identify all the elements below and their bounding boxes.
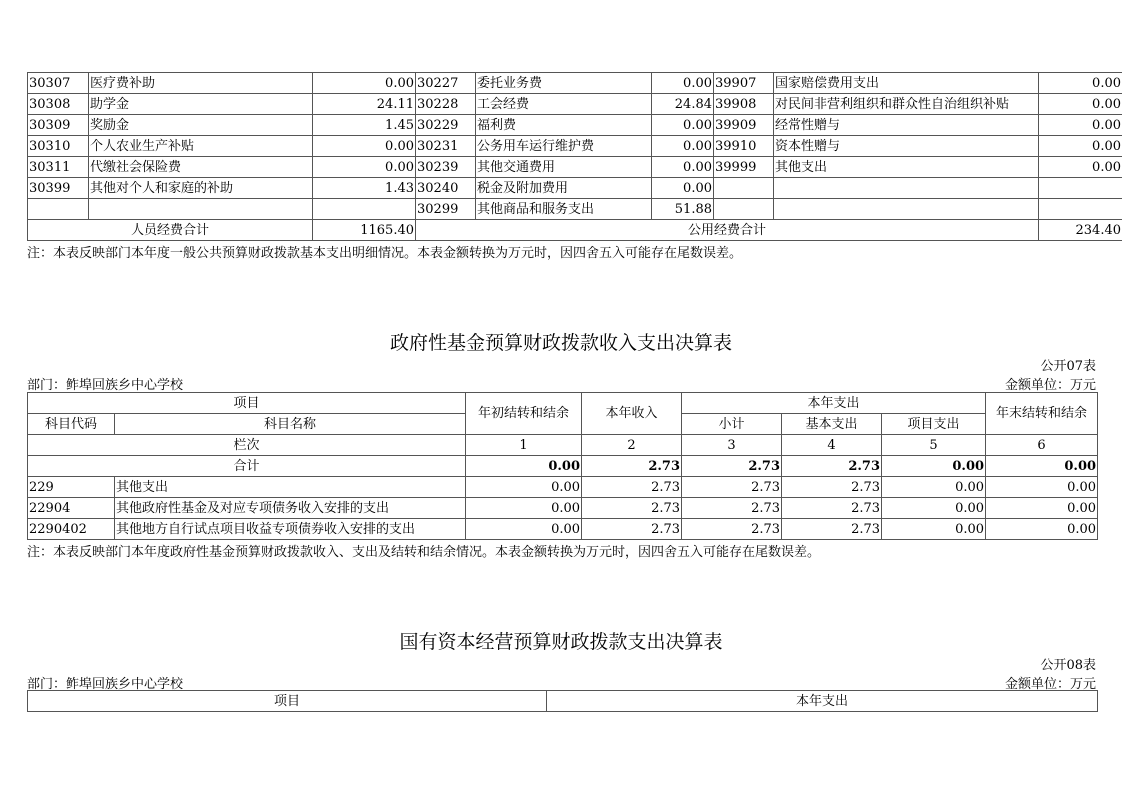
table-cell: 工会经费 [476, 94, 652, 115]
table-cell: 0.00 [882, 519, 986, 540]
table-cell: 22904 [28, 498, 115, 519]
colnum: 5 [882, 435, 986, 456]
table-row [28, 178, 1122, 199]
table-cell: 2.73 [582, 519, 682, 540]
table07-note: 注：本表反映部门本年度政府性基金预算财政拨款收入、支出及结转和结余情况。本表金额转换为万元时，因四舍五入可能存在尾数误差。 [27, 545, 821, 560]
table-cell: 2.73 [782, 477, 882, 498]
table-cell: 30240 [416, 178, 476, 199]
table-row [28, 199, 1122, 220]
table-row [28, 157, 1122, 178]
header-begin: 年初结转和结余 [466, 393, 582, 435]
table-cell: 0.00 [466, 498, 582, 519]
public-total-label: 公用经费合计 [416, 220, 1039, 241]
total-row [28, 456, 1098, 477]
table-cell: 0.00 [1039, 115, 1122, 136]
table-cell: 0.00 [1039, 94, 1122, 115]
table-cell: 39907 [714, 73, 774, 94]
table-cell: 30229 [416, 115, 476, 136]
table-cell: 奖励金 [89, 115, 313, 136]
header-subtotal: 小计 [682, 414, 782, 435]
table-cell: 2.73 [582, 477, 682, 498]
table-cell: 30307 [28, 73, 89, 94]
total-value: 0.00 [882, 456, 986, 477]
total-value: 2.73 [582, 456, 682, 477]
table-cell: 30228 [416, 94, 476, 115]
colnum: 4 [782, 435, 882, 456]
table-cell: 代缴社会保险费 [89, 157, 313, 178]
table-cell: 0.00 [1039, 157, 1122, 178]
table-cell: 39908 [714, 94, 774, 115]
table-cell: 30311 [28, 157, 89, 178]
total-label: 合计 [28, 456, 466, 477]
table-row [28, 519, 1098, 540]
header-code: 科目代码 [28, 414, 115, 435]
public-total-value: 234.40 [1039, 220, 1122, 241]
total-value: 2.73 [782, 456, 882, 477]
table07-title: 政府性基金预算财政拨款收入支出决算表 [389, 332, 732, 354]
table-cell: 其他商品和服务支出 [476, 199, 652, 220]
table-cell: 资本性赠与 [774, 136, 1039, 157]
table-cell [89, 199, 313, 220]
table08-code: 公开08表 [1040, 658, 1096, 673]
table-cell: 公务用车运行维护费 [476, 136, 652, 157]
table-cell: 0.00 [652, 157, 714, 178]
totals-row [28, 220, 1122, 241]
table07-dept: 部门：鲊埠回族乡中心学校 [27, 378, 184, 393]
table-cell: 0.00 [1039, 73, 1122, 94]
table-cell [774, 178, 1039, 199]
table08-unit: 金额单位：万元 [1004, 677, 1096, 692]
table-cell: 39910 [714, 136, 774, 157]
table-cell [313, 199, 416, 220]
table-cell: 0.00 [466, 477, 582, 498]
table-row [28, 136, 1122, 157]
table-cell: 2.73 [782, 498, 882, 519]
total-value: 0.00 [986, 456, 1098, 477]
table-cell: 30239 [416, 157, 476, 178]
header-expense: 本年支出 [682, 393, 986, 414]
table07-unit: 金额单位：万元 [1004, 378, 1096, 393]
table-row [28, 477, 1098, 498]
table-cell: 30231 [416, 136, 476, 157]
table-cell: 39999 [714, 157, 774, 178]
table-cell: 39909 [714, 115, 774, 136]
table-cell: 24.11 [313, 94, 416, 115]
table-cell [1039, 199, 1122, 220]
personnel-total-label: 人员经费合计 [28, 220, 313, 241]
table-cell [1039, 178, 1122, 199]
table-cell: 30309 [28, 115, 89, 136]
table-cell: 2.73 [582, 498, 682, 519]
table-cell: 0.00 [652, 136, 714, 157]
table-cell: 0.00 [986, 477, 1098, 498]
table-cell: 2.73 [682, 498, 782, 519]
table-cell: 2.73 [682, 519, 782, 540]
table-cell: 24.84 [652, 94, 714, 115]
table-cell: 30308 [28, 94, 89, 115]
table-cell: 助学金 [89, 94, 313, 115]
table-cell: 0.00 [882, 498, 986, 519]
table-cell: 0.00 [652, 73, 714, 94]
colnum: 2 [582, 435, 682, 456]
table-row [28, 498, 1098, 519]
table-cell: 其他支出 [115, 477, 466, 498]
table-cell [28, 199, 89, 220]
total-value: 0.00 [466, 456, 582, 477]
table-cell: 1.43 [313, 178, 416, 199]
table-cell: 30227 [416, 73, 476, 94]
header-item: 项目 [28, 691, 547, 712]
header-project: 项目支出 [882, 414, 986, 435]
table07-code: 公开07表 [1040, 359, 1096, 374]
table-cell: 229 [28, 477, 115, 498]
table-cell: 国家赔偿费用支出 [774, 73, 1039, 94]
table-cell: 其他支出 [774, 157, 1039, 178]
table-row [28, 73, 1122, 94]
table-cell: 0.00 [652, 115, 714, 136]
table-cell: 0.00 [882, 477, 986, 498]
personnel-total-value: 1165.40 [313, 220, 416, 241]
table-cell: 0.00 [313, 136, 416, 157]
table-cell: 51.88 [652, 199, 714, 220]
table-cell: 0.00 [313, 73, 416, 94]
table-cell: 0.00 [652, 178, 714, 199]
table-cell: 2.73 [682, 477, 782, 498]
table-cell: 其他对个人和家庭的补助 [89, 178, 313, 199]
table-cell: 2.73 [782, 519, 882, 540]
table-cell: 0.00 [313, 157, 416, 178]
basic-expense-detail-table [27, 72, 1122, 241]
table-cell: 医疗费补助 [89, 73, 313, 94]
header-basic: 基本支出 [782, 414, 882, 435]
table-cell [714, 178, 774, 199]
colnum: 6 [986, 435, 1098, 456]
table-cell: 2290402 [28, 519, 115, 540]
table08-dept: 部门：鲊埠回族乡中心学校 [27, 677, 184, 692]
top-table-note: 注：本表反映部门本年度一般公共预算财政拨款基本支出明细情况。本表金额转换为万元时，因四舍五入可能存在尾数误差。 [27, 246, 743, 261]
table-cell: 个人农业生产补贴 [89, 136, 313, 157]
table08-title: 国有资本经营预算财政拨款支出决算表 [399, 631, 723, 653]
header-name: 科目名称 [115, 414, 466, 435]
colnum: 1 [466, 435, 582, 456]
table-cell: 税金及附加费用 [476, 178, 652, 199]
table-row [28, 115, 1122, 136]
table-cell: 0.00 [986, 519, 1098, 540]
table-cell: 1.45 [313, 115, 416, 136]
header-expense: 本年支出 [547, 691, 1098, 712]
table-row [28, 94, 1122, 115]
colnum-label: 栏次 [28, 435, 466, 456]
table-cell: 0.00 [466, 519, 582, 540]
table-cell: 其他政府性基金及对应专项债务收入安排的支出 [115, 498, 466, 519]
state-capital-table [27, 690, 1098, 712]
table-cell: 福利费 [476, 115, 652, 136]
table-cell [714, 199, 774, 220]
header-income: 本年收入 [582, 393, 682, 435]
table-cell: 0.00 [1039, 136, 1122, 157]
table-cell: 30299 [416, 199, 476, 220]
total-value: 2.73 [682, 456, 782, 477]
table-cell: 委托业务费 [476, 73, 652, 94]
header-row [28, 691, 1098, 712]
colnum-row [28, 435, 1098, 456]
table-cell [774, 199, 1039, 220]
header-row-1 [28, 393, 1098, 414]
table-cell: 对民间非营利组织和群众性自治组织补贴 [774, 94, 1039, 115]
table-cell: 30310 [28, 136, 89, 157]
header-item: 项目 [28, 393, 466, 414]
gov-fund-table [27, 392, 1098, 540]
table-cell: 0.00 [986, 498, 1098, 519]
table-cell: 30399 [28, 178, 89, 199]
header-end: 年末结转和结余 [986, 393, 1098, 435]
table-cell: 经常性赠与 [774, 115, 1039, 136]
table-cell: 其他交通费用 [476, 157, 652, 178]
colnum: 3 [682, 435, 782, 456]
table-cell: 其他地方自行试点项目收益专项债券收入安排的支出 [115, 519, 466, 540]
